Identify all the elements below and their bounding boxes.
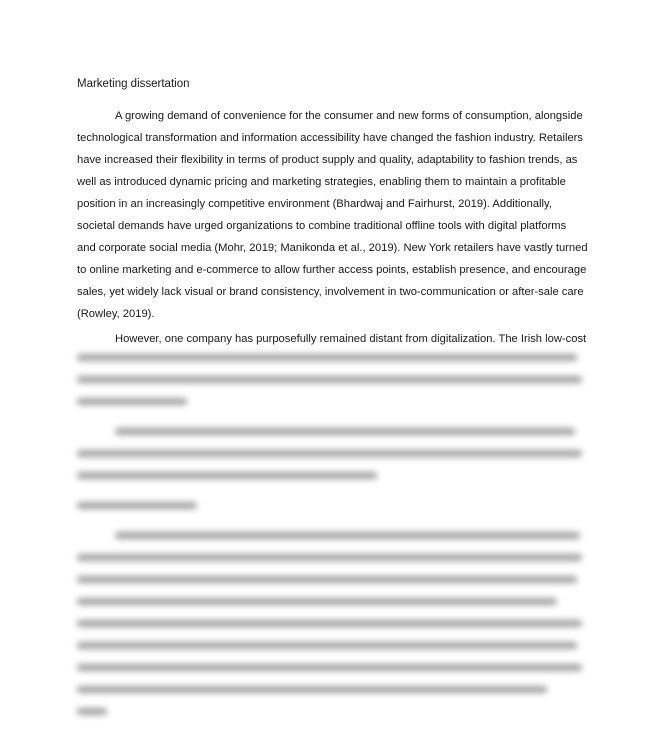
paragraph-1-line-2: technological transformation and information accessibility have changed the fashion industry. Retailers bbox=[77, 132, 583, 144]
paragraph-1-line-3: have increased their flexibility in terms of product supply and quality, adaptability to fashion trends, as bbox=[77, 154, 578, 166]
paragraph-2-line-1: However, one company has purposefully remained distant from digitalization. The Irish low-cost bbox=[115, 333, 587, 345]
paragraph-1-line-4: well as introduced dynamic pricing and marketing strategies, enabling them to maintain a profitable bbox=[77, 176, 566, 188]
paragraph-1-line-10: (Rowley, 2019). bbox=[77, 308, 155, 320]
paragraph-1-line-9: sales, yet widely lack visual or brand consistency, involvement in two-communication or after-sale care bbox=[77, 286, 584, 298]
blurred-content bbox=[60, 340, 600, 720]
paragraph-1-line-7: and corporate social media (Mohr, 2019; Manikonda et al., 2019). New York retailers have vastly turned bbox=[77, 242, 588, 254]
paragraph-1-line-5: position in an increasingly competitive environment (Bhardwaj and Fairhurst, 2019). Additionally, bbox=[77, 198, 552, 210]
paragraph-1-line-8: to online marketing and e-commerce to allow further access points, establish presence, and encourage bbox=[77, 264, 587, 276]
paragraph-1-line-6: societal demands have urged organizations to combine traditional offline tools with digital platforms bbox=[77, 220, 567, 232]
paragraph-1-line-1: A growing demand of convenience for the consumer and new forms of consumption, alongside bbox=[115, 110, 583, 122]
document-title: Marketing dissertation bbox=[77, 78, 190, 90]
